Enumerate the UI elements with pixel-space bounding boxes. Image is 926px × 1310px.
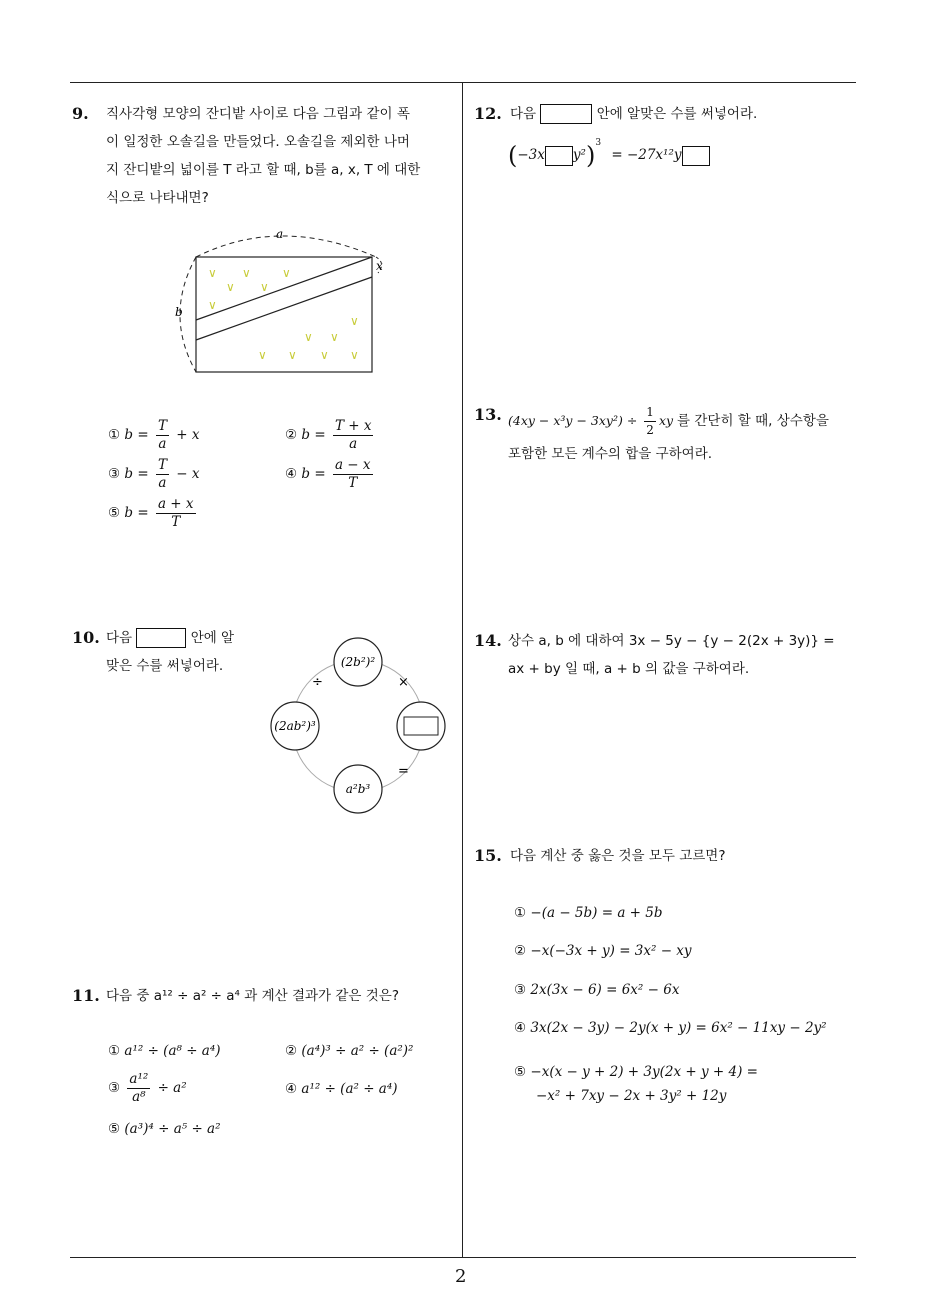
q12-equation	[508, 138, 710, 170]
q15-option-1[interactable]	[514, 905, 663, 921]
q12-box-rhs[interactable]	[682, 146, 710, 166]
q13-line-1	[508, 404, 829, 439]
q9-line: 식으로 나타내면?	[106, 190, 209, 206]
top-rule	[70, 82, 856, 83]
svg-text:∨: ∨	[320, 348, 329, 362]
bottom-rule	[70, 1257, 856, 1258]
q9-figure	[170, 225, 395, 385]
q15-question: 다음 계산 중 옳은 것을 모두 고르면?	[510, 848, 726, 864]
q9-option-3[interactable]	[108, 457, 199, 492]
svg-text:∨: ∨	[304, 330, 313, 344]
fig-label-x: x	[376, 259, 383, 273]
option-mark: ①	[108, 427, 121, 443]
circle-top-text: (2b²)²	[340, 655, 376, 669]
circle-bottom-text: a²b³	[345, 782, 371, 796]
q15-option-3[interactable]	[514, 982, 679, 998]
option-fraction	[156, 418, 169, 453]
option-fraction	[333, 457, 373, 492]
q9-option-5[interactable]	[108, 496, 199, 531]
q10-line-1	[106, 624, 234, 652]
option-fraction	[333, 418, 374, 453]
q10-text-b: 안에 알	[190, 630, 235, 646]
option-fraction	[127, 1071, 150, 1106]
q11-option-4[interactable]	[285, 1081, 398, 1097]
right-paren: )	[585, 141, 596, 170]
fraction-numerator: 1	[644, 404, 656, 422]
q12-box-exponent[interactable]	[545, 146, 573, 166]
option-fraction	[156, 457, 169, 492]
fig-label-b: b	[175, 305, 183, 319]
q10-answer-box[interactable]	[136, 628, 186, 648]
q13-line-2: 포함한 모든 계수의 합을 구하여라.	[508, 446, 713, 462]
svg-text:∨: ∨	[258, 348, 267, 362]
q10-question	[106, 624, 234, 680]
multiply-icon: ×	[398, 675, 409, 690]
option-text: −x(−3x + y) = 3x² − xy	[530, 943, 692, 959]
q9-question	[106, 100, 458, 212]
option-text: −x(x − y + 2) + 3y(2x + y + 4) =	[530, 1064, 758, 1080]
left-paren: (	[508, 141, 518, 170]
grass-marks	[208, 266, 359, 362]
q13-number: 13.	[474, 405, 502, 424]
fraction-numerator: a + x	[157, 496, 194, 512]
option-lhs: b =	[301, 466, 326, 482]
q12-term-1: −3x	[517, 147, 545, 163]
option-text: −(a − 5b) = a + 5b	[530, 905, 663, 921]
option-mark: ⑤	[514, 1064, 527, 1080]
option-mark: ③	[514, 982, 527, 998]
q13-text-1: 를 간단히 할 때, 상수항을	[677, 413, 829, 429]
fraction-denominator: T	[348, 475, 358, 491]
svg-text:∨: ∨	[242, 266, 251, 280]
option-mark: ①	[108, 1043, 121, 1059]
option-mark: ①	[514, 905, 527, 921]
fraction-denominator: a⁸	[132, 1089, 146, 1105]
q15-option-5[interactable]	[514, 1060, 758, 1108]
page-number: 2	[455, 1266, 467, 1287]
fraction-numerator: a − x	[334, 457, 371, 473]
option-text: a¹² ÷ (a⁸ ÷ a⁴)	[124, 1043, 221, 1059]
option-text: 2x(3x − 6) = 6x² − 6x	[530, 982, 680, 998]
option-text: (a³)⁴ ÷ a⁵ ÷ a²	[124, 1121, 221, 1137]
q11-question: 다음 중 a¹² ÷ a² ÷ a⁴ 과 계산 결과가 같은 것은?	[106, 988, 399, 1004]
option-mark: ⑤	[108, 505, 121, 521]
q9-number: 9.	[72, 104, 89, 123]
fraction-denominator: a	[158, 475, 167, 491]
option-mark: ③	[108, 466, 121, 482]
circle-left-text: (2ab²)³	[274, 719, 316, 733]
q12-answer-box[interactable]	[540, 104, 592, 124]
svg-text:∨: ∨	[226, 280, 235, 294]
q12-question	[510, 100, 757, 128]
option-mark: ⑤	[108, 1121, 121, 1137]
option-mark: ④	[514, 1020, 527, 1036]
q10-text-a: 다음	[106, 630, 133, 646]
q10-line-2: 맞은 수를 써넣어라.	[106, 658, 224, 674]
option-lhs: b =	[301, 427, 326, 443]
q15-option-4[interactable]	[514, 1020, 827, 1036]
option-mark: ④	[285, 466, 298, 482]
q15-number: 15.	[474, 846, 502, 865]
q11-option-2[interactable]	[285, 1043, 413, 1059]
option-mark: ③	[108, 1080, 121, 1096]
q9-option-1[interactable]	[108, 418, 199, 453]
option-lhs: b =	[124, 466, 149, 482]
q10-diagram	[266, 632, 456, 820]
q13-expression-tail: xy	[658, 413, 674, 428]
q9-line: 지 잔디밭의 넓이를 T 라고 할 때, b를 a, x, T 에 대한	[106, 162, 421, 178]
q12-number: 12.	[474, 104, 502, 123]
option-tail: + x	[176, 427, 200, 443]
fraction-numerator: T	[157, 457, 167, 473]
fig-label-a: a	[276, 227, 284, 241]
svg-text:∨: ∨	[208, 266, 217, 280]
q12-term-2: y²	[572, 147, 586, 163]
option-lhs: b =	[124, 505, 149, 521]
svg-text:∨: ∨	[350, 314, 359, 328]
fraction-denominator: T	[171, 514, 181, 530]
svg-text:∨: ∨	[288, 348, 297, 362]
q15-option-2[interactable]	[514, 943, 692, 959]
q12-rhs: = −27x¹²y	[611, 147, 682, 163]
q9-line: 이 일정한 오솔길을 만들었다. 오솔길을 제외한 나머	[106, 134, 410, 150]
svg-text:∨: ∨	[282, 266, 291, 280]
q10-diagram-box[interactable]	[404, 717, 438, 735]
option-text: 3x(2x − 3y) − 2y(x + y) = 6x² − 11xy − 2y²	[530, 1020, 827, 1036]
fraction-denominator: 2	[646, 423, 654, 437]
option-tail: ÷ a²	[157, 1080, 187, 1096]
option-tail: − x	[176, 466, 200, 482]
q12-outer-exponent: 3	[595, 138, 602, 148]
option-mark: ②	[285, 427, 298, 443]
column-divider	[462, 83, 463, 1258]
svg-text:∨: ∨	[208, 298, 217, 312]
option-text-continued: −x² + 7xy − 2x + 3y² + 12y	[536, 1088, 727, 1104]
q12-text-b: 안에 알맞은 수를 써넣어라.	[596, 106, 758, 122]
option-text: (a⁴)³ ÷ a² ÷ (a²)²	[301, 1043, 414, 1059]
option-mark: ②	[285, 1043, 298, 1059]
q12-text-a: 다음	[510, 106, 537, 122]
fraction-denominator: a	[349, 436, 358, 452]
fraction-numerator: T	[157, 418, 167, 434]
q9-option-2[interactable]	[285, 418, 376, 453]
q11-number: 11.	[72, 986, 100, 1005]
q14-line: ax + by 일 때, a + b 의 값을 구하여라.	[508, 661, 750, 677]
option-mark: ④	[285, 1081, 298, 1097]
option-text: a¹² ÷ (a² ÷ a⁴)	[301, 1081, 398, 1097]
svg-text:∨: ∨	[260, 280, 269, 294]
svg-text:∨: ∨	[330, 330, 339, 344]
q11-option-3[interactable]	[108, 1071, 187, 1106]
q13-expression: (4xy − x³y − 3xy²) ÷	[508, 413, 638, 428]
q13-fraction	[644, 404, 656, 439]
option-lhs: b =	[124, 427, 149, 443]
q14-question	[508, 627, 835, 683]
fraction-numerator: a¹²	[129, 1071, 149, 1087]
q11-option-1[interactable]	[108, 1043, 221, 1059]
fraction-numerator: T + x	[334, 418, 372, 434]
q9-line: 직사각형 모양의 잔디밭 사이로 다음 그림과 같이 폭	[106, 106, 410, 122]
q10-number: 10.	[72, 628, 100, 647]
q11-option-5[interactable]	[108, 1121, 221, 1137]
option-mark: ②	[514, 943, 527, 959]
equals-icon: =	[398, 764, 409, 779]
option-fraction	[156, 496, 196, 531]
fraction-denominator: a	[158, 436, 167, 452]
q14-line: 상수 a, b 에 대하여 3x − 5y − {y − 2(2x + 3y)} =	[508, 633, 835, 649]
q14-number: 14.	[474, 631, 502, 650]
divide-icon: ÷	[312, 675, 323, 690]
q9-option-4[interactable]	[285, 457, 376, 492]
svg-text:∨: ∨	[350, 348, 359, 362]
